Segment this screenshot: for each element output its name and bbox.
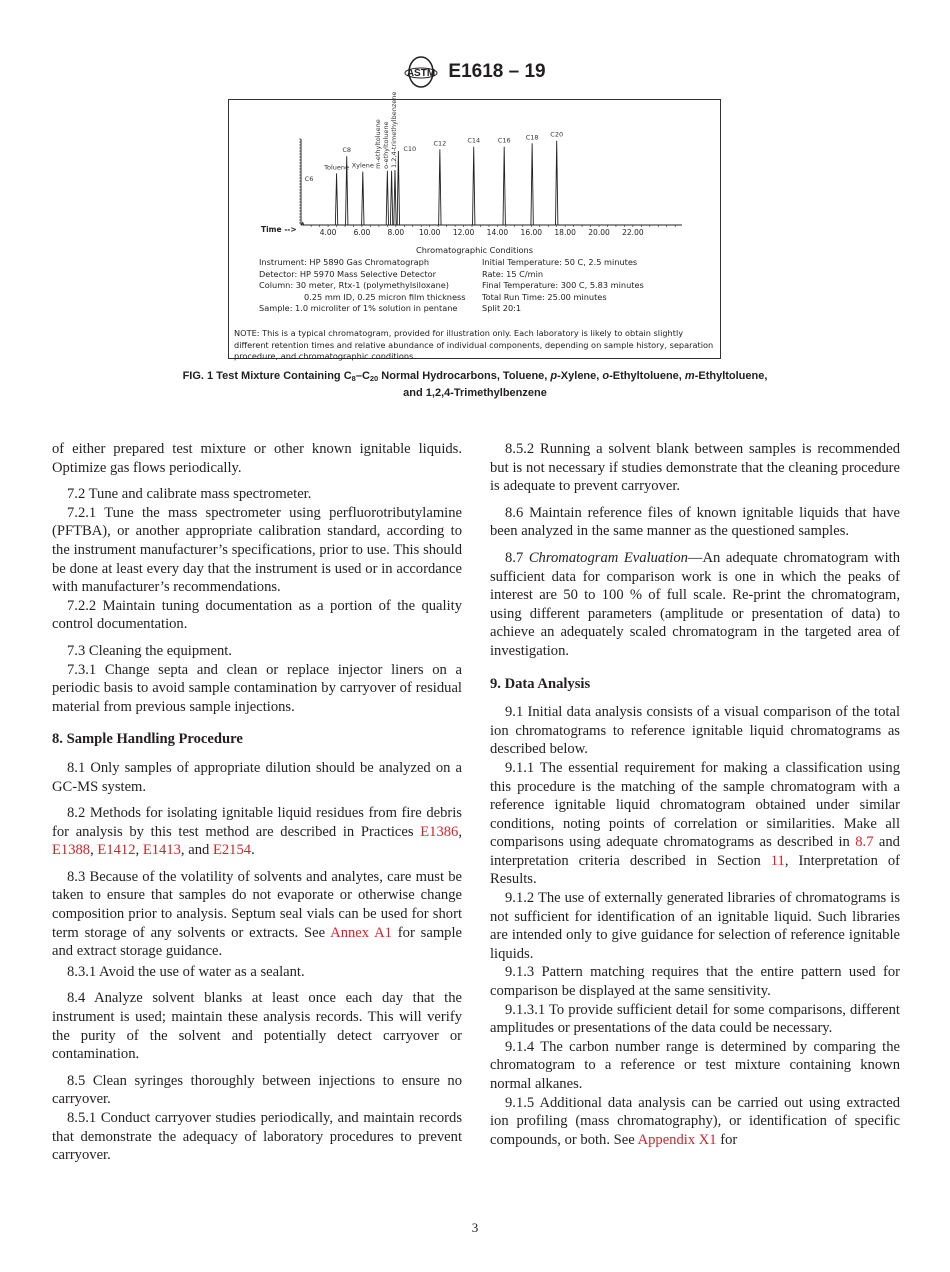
cross-reference-link[interactable]: E1413 (142, 842, 181, 859)
text-run: 7.3.1 Change septa and clean or replace injector liners on a periodic basis to avoid sample contamination by carryover of residual material from previous sample injections. (52, 661, 462, 715)
paragraph (490, 440, 900, 496)
x-tick-label: 22.00 (622, 228, 644, 237)
condition-instrument: Instrument: HP 5890 Gas Chromatograph (259, 257, 430, 267)
x-tick-label: 12.00 (452, 228, 475, 237)
peak-label: Toluene (324, 163, 350, 172)
chromatogram-chart (229, 91, 720, 240)
paragraph (52, 804, 462, 860)
x-tick-label: 20.00 (588, 228, 610, 237)
text-run: -Ethyltoluene, (694, 370, 768, 382)
text-run: —An adequate chromatogram with sufficient data for comparison work is one in which the peaks of interest are 50 to 100 % of full scale. Re-print the chromatogram, using different parameters (amplitude or presentation of data) to achieve an adequately scaled chromatogram in the targeted area of investigation. (490, 549, 900, 659)
cross-reference-link[interactable]: E1388 (52, 842, 91, 859)
paragraph (52, 989, 462, 1063)
conditions-title: Chromatographic Conditions (416, 245, 533, 255)
paragraph (52, 1109, 462, 1165)
cross-reference-link[interactable]: E1412 (97, 842, 136, 859)
paragraph (490, 1001, 900, 1038)
paragraph (490, 504, 900, 541)
text-run: 8.2 Methods for isolating ignitable liquid residues from fire debris for analysis by this test method are described in Practices (52, 805, 462, 840)
text-run: 9.1.1 The essential requirement for making a classification using this procedure is the matching of the sample chromatogram with a reference ignitable liquid chromatogram obtained under similar conditions, noting points of correlation or similarities. Make all comparisons using adequate chromatograms as described in (490, 759, 900, 851)
paragraph (52, 661, 462, 717)
x-tick-label: 18.00 (554, 228, 576, 237)
condition-run-time: Total Run Time: 25.00 minutes (482, 291, 607, 302)
chromatogram-peak (390, 171, 392, 225)
text-run: , (90, 842, 98, 859)
paragraph (490, 549, 900, 661)
subscript: 20 (369, 374, 379, 383)
x-axis-label: Time --> (261, 225, 297, 234)
paragraph (52, 868, 462, 961)
peak-label: C8 (342, 146, 352, 155)
paragraph (490, 963, 900, 1000)
cross-reference-link[interactable]: Annex A1 (330, 924, 392, 941)
text-run: 7.2 Tune and calibrate mass spectrometer. (67, 486, 312, 503)
cross-reference-link[interactable]: E2154 (212, 842, 252, 859)
paragraph (490, 759, 900, 889)
svg-text:ASTM: ASTM (407, 68, 436, 79)
text-run: 8.7 (505, 549, 529, 566)
chromatogram-peak (503, 147, 505, 225)
peak-label: C18 (525, 133, 539, 142)
text-run: -Xylene, (557, 370, 603, 382)
peak-label: C12 (433, 139, 447, 148)
figure-note: NOTE: This is a typical chromatogram, provided for illustration only. Each laboratory is likely to obtain slightly different retention times and relative abundance of individual components, depending on sample history, separation procedure, and chromatographic conditions. (234, 328, 714, 362)
cross-reference-link[interactable]: E1386 (420, 823, 459, 840)
section-heading: 8. Sample Handling Procedure (52, 731, 243, 748)
conditions-left (259, 257, 466, 315)
x-tick-label: 14.00 (486, 228, 509, 237)
peak-label: C16 (497, 136, 511, 145)
text-run: 7.3 Cleaning the equipment. (67, 642, 232, 659)
figure-caption (80, 369, 870, 400)
astm-logo-icon (404, 56, 438, 88)
peak-label: C6 (304, 175, 314, 183)
text-run: 8.3.1 Avoid the use of water as a sealant. (67, 963, 305, 980)
text-run: 8.4 Analyze solvent blanks at least once each day that the instrument is used; maintain these analysis records. This will verify the purity of the solvent and potentially detect carryover or contamination. (52, 990, 462, 1063)
text-run: 9.1 Initial data analysis consists of a visual comparison of the total ion chromatograms to reference ignitable liquid chromatograms as described below. (490, 704, 900, 758)
text-run: and 1,2,4-Trimethylbenzene (403, 387, 547, 399)
condition-rate: Rate: 15 C/min (482, 268, 544, 279)
text-run: 7.2.2 Maintain tuning documentation as a portion of the quality control documentation. (52, 597, 462, 633)
section-heading: 9. Data Analysis (490, 675, 591, 692)
text-run: 8.5.2 Running a solvent blank between samples is recommended but is not necessary if studies demonstrate that the cleaning procedure is adequate to prevent carryover. (490, 441, 900, 495)
condition-column: Column: 30 meter, Rtx-1 (polymethylsiloxane) (259, 280, 449, 291)
paragraph (490, 889, 900, 963)
text-run: 9.1.4 The carbon number range is determined by comparing the chromatogram to a reference or test mixture containing known normal alkanes. (490, 1038, 900, 1092)
text-run: 7.2.1 Tune the mass spectrometer using perfluorotributylamine (PFTBA), or another appropriate calibration standard, according to the instrument manufacturer’s specifications, prior to use. This should be done at least every day that the instrument is used or in accordance with manufacturer’s recommendations. (52, 504, 462, 596)
right-column (490, 440, 900, 1149)
chromatogram-peak (531, 143, 533, 225)
peak-label: C10 (403, 145, 417, 154)
text-run: , (458, 823, 462, 840)
condition-column-detail: 0.25 mm ID, 0.25 micron film thickness (304, 291, 466, 302)
condition-initial-temp: Initial Temperature: 50 C, 2.5 minutes (482, 257, 638, 267)
condition-split: Split 20:1 (482, 303, 522, 314)
text-run: 9.1.5 Additional data analysis can be carried out using extracted ion profiling (mass chromatography), or identification of specific compounds, or both. See (490, 1094, 900, 1148)
paragraph (52, 759, 462, 796)
cross-reference-link[interactable]: 8.7 (855, 834, 874, 851)
text-run: 8.1 Only samples of appropriate dilution should be analyzed on a GC-MS system. (52, 759, 462, 795)
paragraph (52, 440, 462, 477)
paragraph (52, 642, 462, 661)
paragraph (52, 597, 462, 634)
page-header (0, 56, 950, 86)
text-run: for (716, 1131, 738, 1148)
peak-label: o-ethyltoluene (382, 121, 390, 169)
paragraph (52, 485, 462, 504)
text-run: o (602, 370, 610, 382)
text-run: Chromatogram Evaluation (528, 549, 688, 566)
peak-label: C14 (467, 136, 481, 145)
left-column (52, 440, 462, 1165)
paragraph (52, 1072, 462, 1109)
text-run: –C (355, 370, 370, 382)
text-run: 9.1.3.1 To provide sufficient detail for some comparisons, different amplitudes or presentations of the data could be necessary. (490, 1001, 900, 1037)
paragraph (52, 963, 462, 982)
peak-label: C20 (550, 130, 564, 139)
text-run: 8.5.1 Conduct carryover studies periodically, and maintain records that demonstrate the adequacy of laboratory procedures to prevent carryover. (52, 1110, 462, 1164)
text-run: FIG. 1 Test Mixture Containing C (182, 370, 352, 382)
text-run: 8.5 Clean syringes thoroughly between injections to ensure no carryover. (52, 1072, 462, 1108)
x-tick-label: 16.00 (520, 228, 543, 237)
text-run: 8.3 Because of the volatility of solvents and analytes, care must be taken to ensure that samples do not evaporate or otherwise change composition prior to analysis. Septum seal vials can be used for short term storage of any solvents or extracts. See (52, 868, 462, 941)
standard-designation: E1618 – 19 (448, 61, 546, 82)
x-tick-label: 6.00 (353, 228, 371, 237)
text-run: , (135, 842, 143, 859)
paragraph (52, 504, 462, 597)
chromatogram-peak (394, 170, 396, 225)
x-tick-label: 10.00 (418, 228, 441, 237)
x-tick-label: 4.00 (319, 228, 337, 237)
text-run: 9.1.2 The use of externally generated libraries of chromatograms is not sufficient for identification of an ignitable liquid. Such libraries are intended only to give guidance for selection of reference ignitable liquids. (490, 890, 900, 962)
condition-final-temp: Final Temperature: 300 C, 5.83 minutes (482, 280, 644, 291)
text-run: p (550, 370, 558, 382)
subscript: 8 (351, 374, 356, 383)
condition-detector: Detector: HP 5970 Mass Selective Detector (259, 268, 436, 279)
chromatogram-peak (555, 141, 557, 225)
peak-label: 1,2,4-trimethylbenzene (390, 91, 398, 168)
chromatogram-peak (439, 149, 441, 225)
paragraph (490, 1094, 900, 1150)
cross-reference-link[interactable]: 11 (770, 852, 785, 869)
figure-chromatogram (228, 91, 721, 362)
chromatogram-peak (386, 171, 388, 225)
page-number: 3 (471, 1220, 479, 1235)
condition-sample: Sample: 1.0 microliter of 1% solution in pentane (259, 303, 458, 314)
text-run: 9.1.3 Pattern matching requires that the entire pattern used for comparison be displayed at the same sensitivity. (490, 964, 900, 1000)
cross-reference-link[interactable]: Appendix X1 (637, 1131, 717, 1148)
chromatogram-peak (335, 173, 337, 225)
text-run: Normal Hydrocarbons, Toluene, (378, 370, 551, 382)
chromatogram-peak (362, 172, 364, 225)
paragraph (490, 703, 900, 759)
x-tick-label: 8.00 (387, 228, 405, 237)
text-run: of either prepared test mixture or other known ignitable liquids. Optimize gas flows periodically. (52, 441, 462, 476)
conditions-right (482, 257, 644, 315)
text-run: -Ethyltoluene, (609, 370, 685, 382)
paragraph (490, 1038, 900, 1094)
text-run: for sample and extract storage guidance. (52, 924, 462, 960)
peak-label: m-ethyltoluene (374, 119, 382, 169)
text-run: , Interpretation of Results. (490, 852, 900, 888)
text-run: , and (180, 842, 213, 859)
text-run: m (684, 370, 695, 382)
peak-label: Xylene (351, 161, 374, 170)
text-run: and interpretation criteria described in Section (490, 834, 900, 869)
text-run: 8.6 Maintain reference files of known ignitable liquids that have been analyzed in the same manner as the questioned samples. (490, 504, 900, 540)
chromatogram-peak (473, 147, 475, 225)
text-run: . (251, 842, 255, 859)
